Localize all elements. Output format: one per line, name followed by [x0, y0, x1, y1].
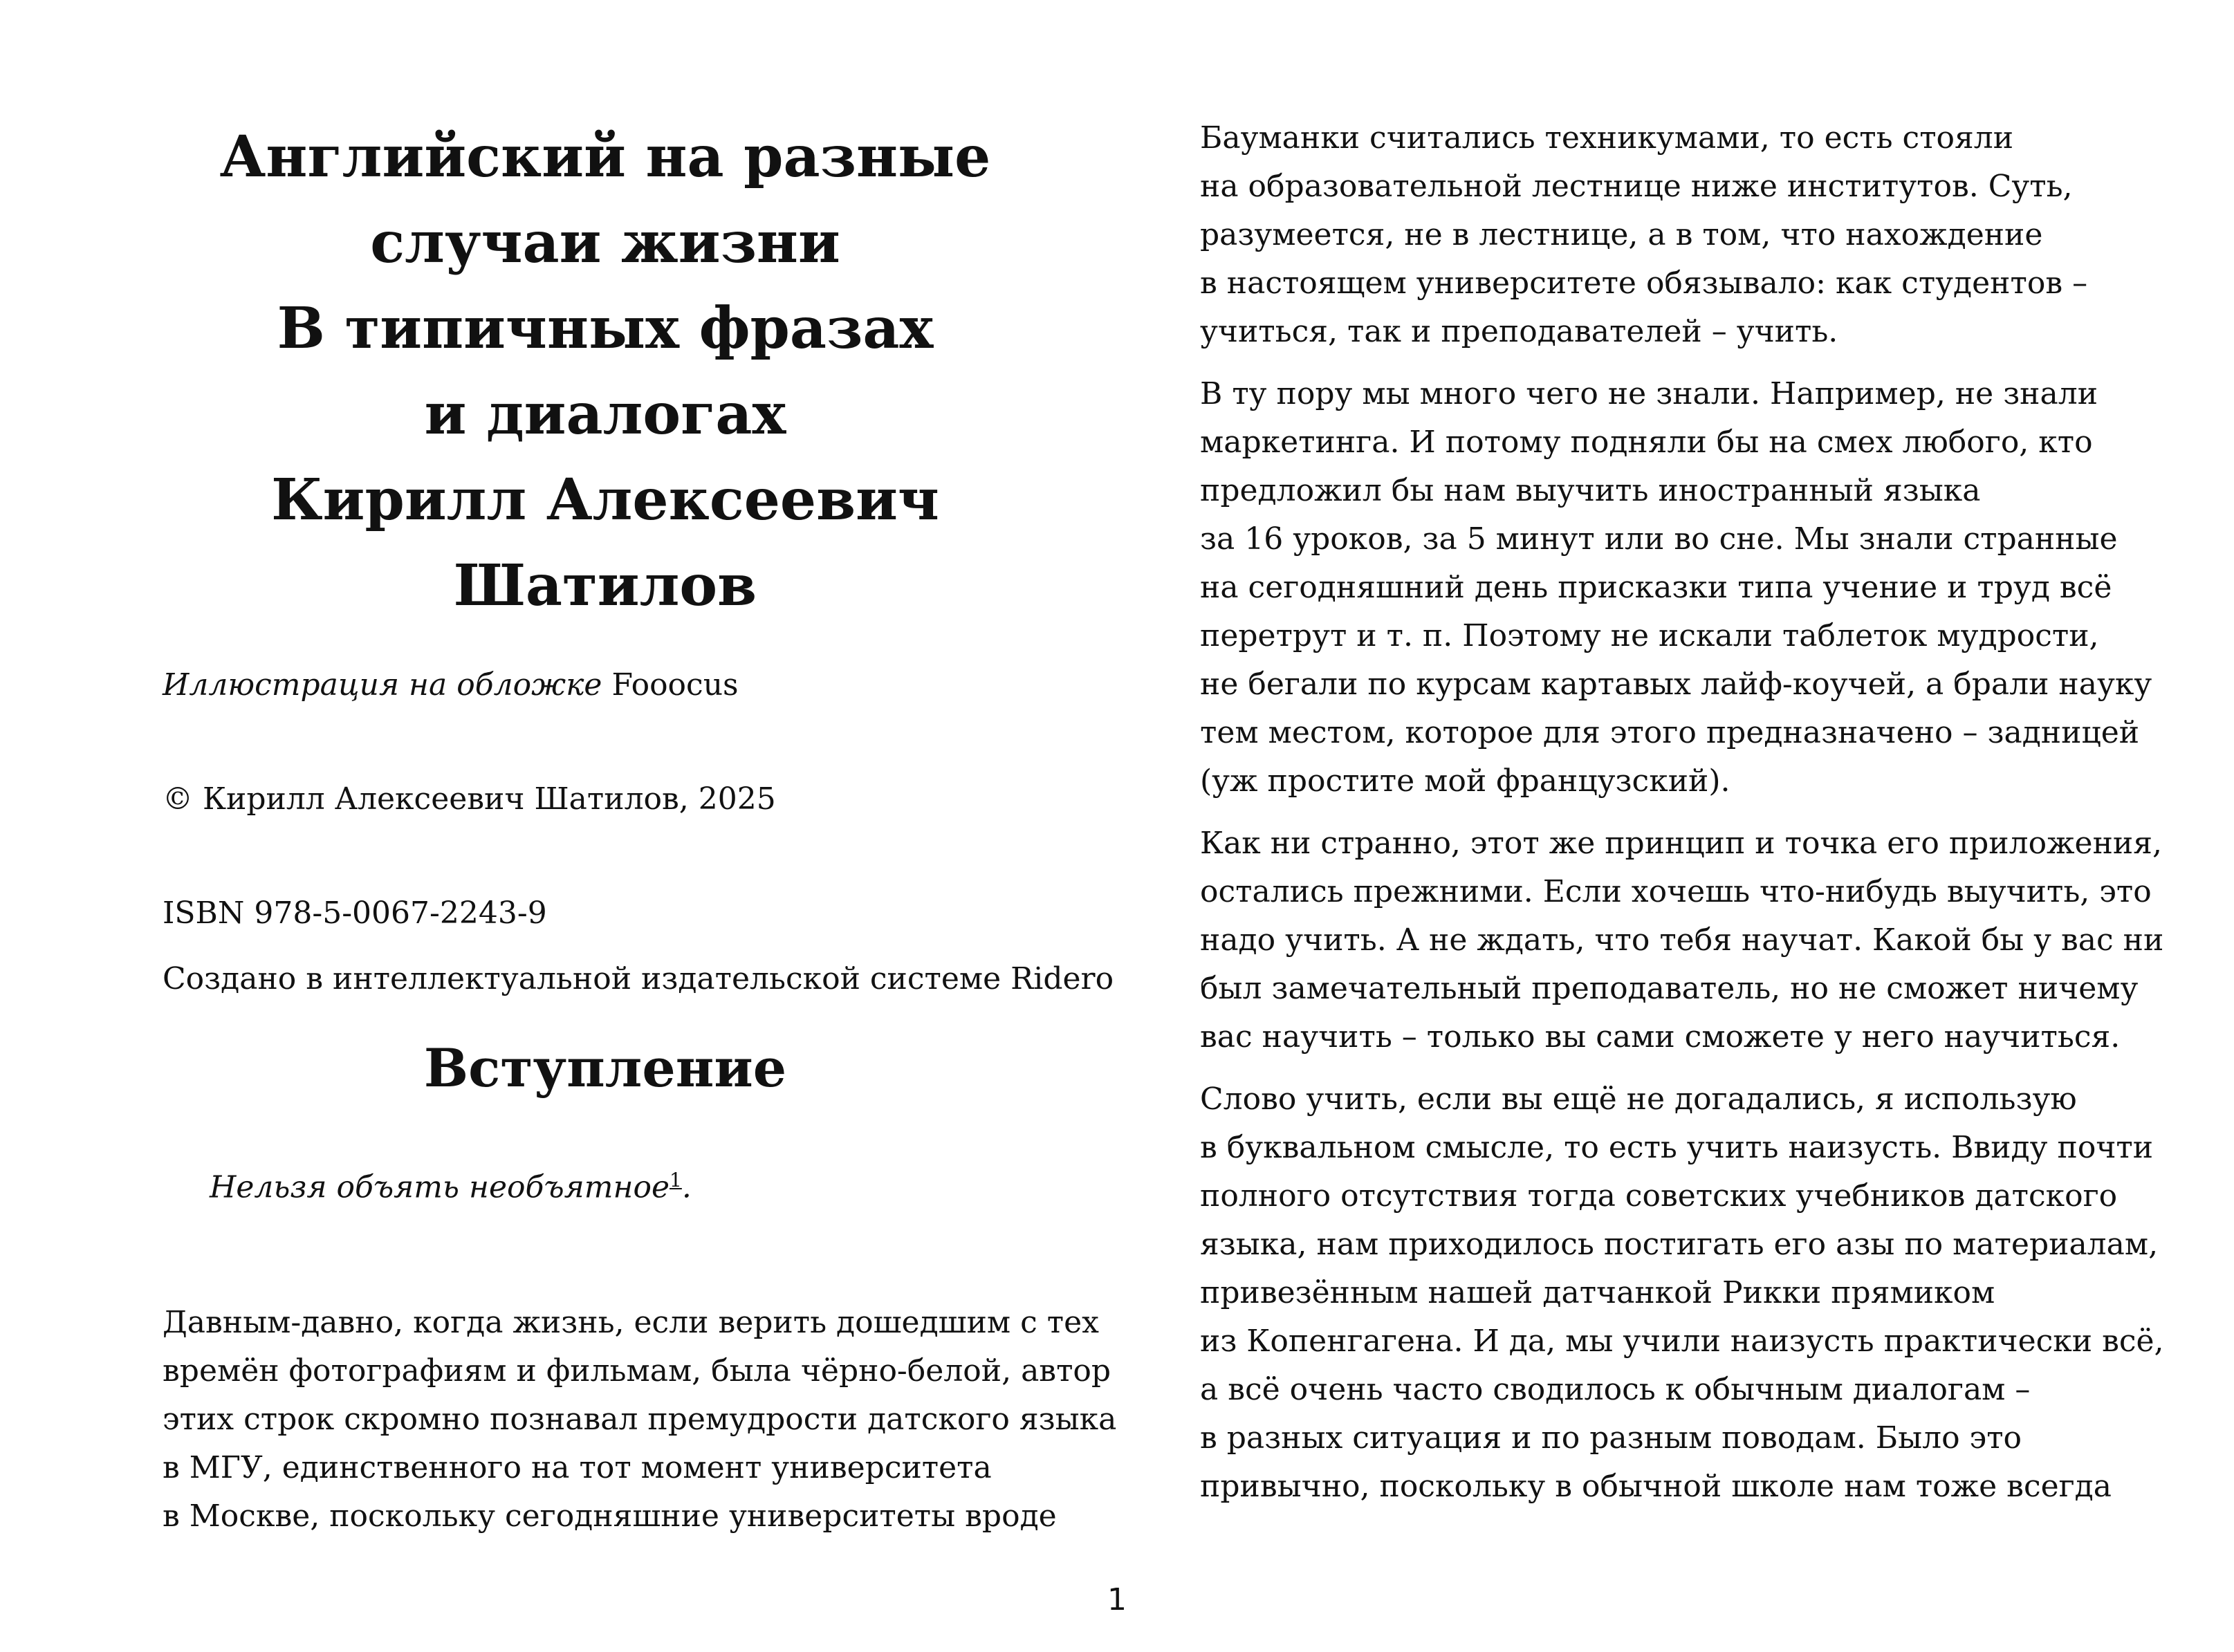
text-line: В ту пору мы много чего не знали. Например, не знали	[1200, 376, 2098, 411]
text-line: привезённым нашей датчанкой Рикки прямиком	[1200, 1275, 1995, 1310]
text-line: предложил бы нам выучить иностранный языка	[1200, 473, 1981, 508]
illustration-label: Иллюстрация на обложке	[163, 667, 602, 703]
text-line: Давным-давно, когда жизнь, если верить дошедшим с тех	[163, 1305, 1099, 1340]
text-line: на образовательной лестнице ниже институтов. Суть,	[1200, 169, 2073, 204]
text-line: в Москве, поскольку сегодняшние университеты вроде	[163, 1498, 1057, 1534]
text-line: разумеется, не в лестнице, а в том, что нахождение	[1200, 217, 2043, 252]
right-paragraph-1	[1200, 114, 2087, 356]
title-line: случаи жизни	[370, 210, 840, 276]
text-line: этих строк скромно познавал премудрости датского языка	[163, 1402, 1117, 1437]
right-paragraph-2	[1200, 370, 2152, 806]
text-line: перетрут и т. п. Поэтому не искали таблеток мудрости,	[1200, 618, 2099, 653]
text-line: учиться, так и преподавателей – учить.	[1200, 314, 1838, 349]
text-line: времён фотографиям и фильмам, была чёрно-белой, автор	[163, 1353, 1111, 1389]
text-line: языка, нам приходилось постигать его азы по материалам,	[1200, 1227, 2159, 1262]
publisher-line: Создано в интеллектуальной издательской системе Ridero	[163, 961, 1114, 996]
left-paragraph	[163, 1299, 1116, 1541]
text-line: Бауманки считались техникумами, то есть стояли	[1200, 120, 2014, 156]
text-line: Слово учить, если вы ещё не догадались, я использую	[1200, 1082, 2077, 1117]
copyright-line: © Кирилл Алексеевич Шатилов, 2025	[163, 781, 776, 817]
illustration-value: Fooocus	[611, 667, 739, 703]
author-line: Кирилл Алексеевич	[271, 467, 939, 533]
text-line: (уж простите мой французский).	[1200, 763, 1730, 799]
page-number: 1	[1107, 1582, 1127, 1617]
text-line: в МГУ, единственного на тот момент университета	[163, 1450, 992, 1485]
right-paragraph-4	[1200, 1075, 2164, 1511]
epigraph-text: Нельзя объять необъятное	[210, 1169, 670, 1205]
text-line: за 16 уроков, за 5 минут или во сне. Мы знали странные	[1200, 521, 2118, 557]
author-line: Шатилов	[453, 553, 757, 619]
epigraph	[210, 1169, 692, 1205]
text-line: не бегали по курсам картавых лайф-коучей, а брали науку	[1200, 667, 2152, 702]
text-line: полного отсутствия тогда советских учебников датского	[1200, 1178, 2118, 1214]
text-line: в буквальном смысле, то есть учить наизусть. Ввиду почти	[1200, 1130, 2154, 1165]
text-line: тем местом, которое для этого предназначено – задницей	[1200, 715, 2140, 750]
text-line: из Копенгагена. И да, мы учили наизусть практически всё,	[1200, 1324, 2164, 1359]
illustration-credit	[163, 667, 739, 703]
epigraph-end: .	[681, 1169, 692, 1205]
text-line: надо учить. А не ждать, что тебя научат. Какой бы у вас ни	[1200, 922, 2164, 958]
section-heading: Вступление	[423, 1037, 787, 1099]
title-line: Английский на разные	[219, 124, 991, 190]
text-line: в разных ситуация и по разным поводам. Было это	[1200, 1420, 2022, 1456]
text-line: привычно, поскольку в обычной школе нам тоже всегда	[1200, 1469, 2112, 1504]
text-line: остались прежними. Если хочешь что-нибудь выучить, это	[1200, 874, 2152, 909]
text-line: был замечательный преподаватель, но не сможет ничему	[1200, 971, 2139, 1006]
text-line: в настоящем университете обязывало: как студентов –	[1200, 266, 2088, 301]
footnote-link[interactable]: 1	[670, 1169, 682, 1191]
title-line: и диалогах	[424, 381, 786, 447]
right-paragraph-3	[1200, 819, 2163, 1061]
text-line: вас научить – только вы сами сможете у него научиться.	[1200, 1019, 2121, 1055]
book-title	[0, 114, 1210, 629]
text-line: маркетинга. И потому подняли бы на смех любого, кто	[1200, 425, 2093, 460]
text-line: Как ни странно, этот же принцип и точка его приложения,	[1200, 826, 2162, 861]
title-line: В типичных фразах	[277, 295, 934, 362]
isbn-line: ISBN 978-5-0067-2243-9	[163, 895, 547, 931]
text-line: а всё очень часто сводилось к обычным диалогам –	[1200, 1372, 2031, 1407]
text-line: на сегодняшний день присказки типа учение и труд всё	[1200, 570, 2112, 605]
